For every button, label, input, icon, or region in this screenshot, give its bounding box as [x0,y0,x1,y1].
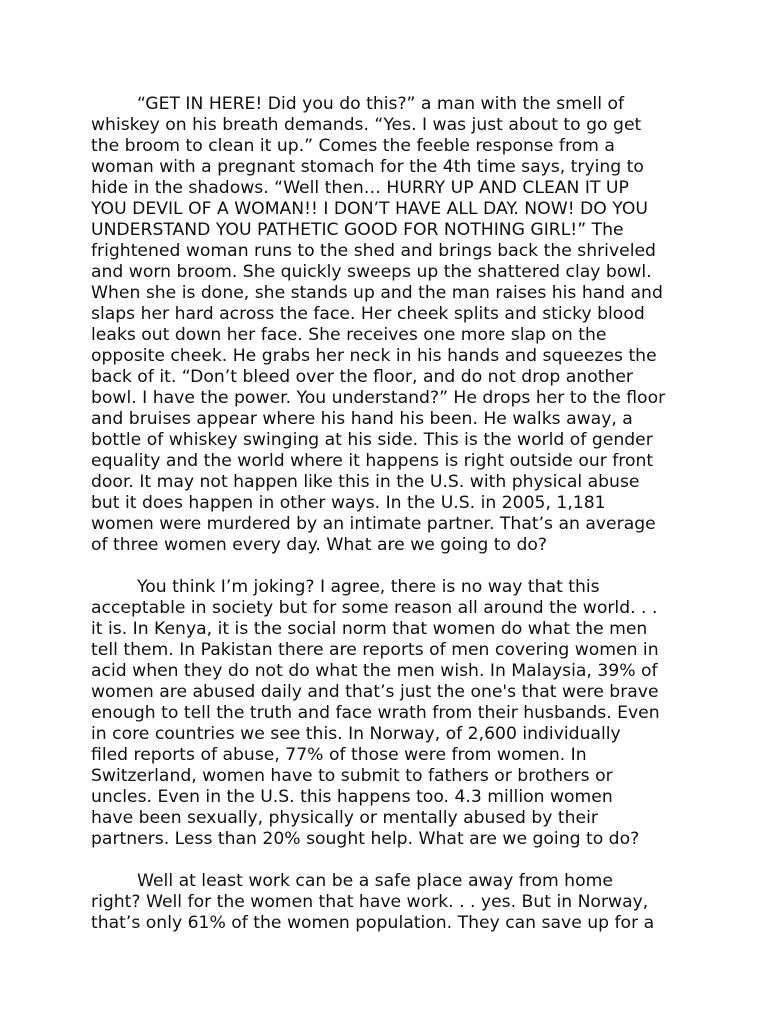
text-line: in core countries we see this. In Norway, of 2,600 individually [91,724,621,744]
text-line: leaks out down her face. She receives one more slap on the [91,325,607,345]
text-line: partners. Less than 20% sought help. What are we going to do? [91,829,640,849]
text-line: equality and the world where it happens is right outside our front [91,451,654,471]
text-line: that’s only 61% of the women population. They can save up for a [91,913,655,933]
text-line: bottle of whiskey swinging at his side. This is the world of gender [91,430,653,450]
text-line: “GET IN HERE! Did you do this?” a man with the smell of [137,94,625,114]
text-line: of three women every day. What are we going to do? [91,535,548,555]
paragraph-1 [91,94,673,556]
paragraph-2 [91,577,673,850]
text-line: tell them. In Pakistan there are reports of men covering women in [91,640,659,660]
text-line: whiskey on his breath demands. “Yes. I was just about to go get [91,115,642,135]
text-line: YOU DEVIL OF A WOMAN!! I DON’T HAVE ALL DAY. NOW! DO YOU [91,199,648,219]
text-line: frightened woman runs to the shed and brings back the shriveled [91,241,656,261]
text-line: filed reports of abuse, 77% of those were from women. In [91,745,587,765]
text-line: back of it. “Don’t bleed over the floor, and do not drop another [91,367,633,387]
text-line: When she is done, she stands up and the man raises his hand and [91,283,663,303]
text-line: women were murdered by an intimate partner. That’s an average [91,514,656,534]
text-line: enough to tell the truth and face wrath from their husbands. Even [91,703,660,723]
text-line: Well at least work can be a safe place away from home [137,871,613,891]
text-line: Switzerland, women have to submit to fathers or brothers or [91,766,613,786]
text-line: door. It may not happen like this in the U.S. with physical abuse [91,472,640,492]
text-line: and bruises appear where his hand his been. He walks away, a [91,409,633,429]
document-body [91,94,673,955]
text-line: have been sexually, physically or mentally abused by their [91,808,598,828]
text-line: You think I’m joking? I agree, there is no way that this [137,577,600,597]
text-line: and worn broom. She quickly sweeps up the shattered clay bowl. [91,262,652,282]
text-line: uncles. Even in the U.S. this happens too. 4.3 million women [91,787,613,807]
text-line: slaps her hard across the face. Her cheek splits and sticky blood [91,304,645,324]
text-line: woman with a pregnant stomach for the 4th time says, trying to [91,157,644,177]
text-line: right? Well for the women that have work. . . yes. But in Norway, [91,892,649,912]
text-line: bowl. I have the power. You understand?” He drops her to the floor [91,388,666,408]
text-line: opposite cheek. He grabs her neck in his hands and squeezes the [91,346,657,366]
text-line: acceptable in society but for some reason all around the world. . . [91,598,658,618]
text-line: UNDERSTAND YOU PATHETIC GOOD FOR NOTHING GIRL!” The [91,220,624,240]
text-line: acid when they do not do what the men wish. In Malaysia, 39% of [91,661,658,681]
paragraph-3 [91,871,673,934]
text-line: but it does happen in other ways. In the U.S. in 2005, 1,181 [91,493,606,513]
text-line: women are abused daily and that’s just the one's that were brave [91,682,659,702]
text-line: hide in the shadows. “Well then… HURRY UP AND CLEAN IT UP [91,178,629,198]
text-line: it is. In Kenya, it is the social norm that women do what the men [91,619,648,639]
text-line: the broom to clean it up.” Comes the feeble response from a [91,136,615,156]
